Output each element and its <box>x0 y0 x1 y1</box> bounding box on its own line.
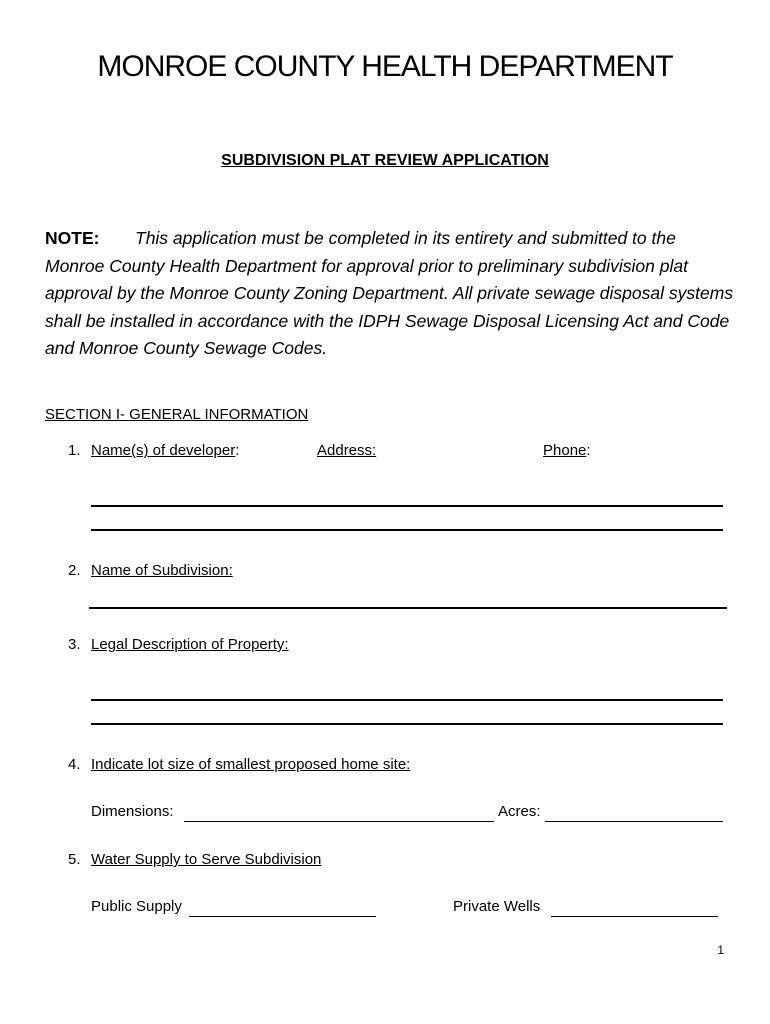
acres-label: Acres: <box>498 803 541 820</box>
phone-colon: : <box>586 442 591 459</box>
question-number: 4. <box>68 756 81 773</box>
subdivision-name-field-line[interactable] <box>89 607 727 609</box>
legal-description-field-line-2[interactable] <box>91 723 723 725</box>
question-number: 3. <box>68 636 81 653</box>
subdivision-name-label: Name of Subdivision: <box>91 562 233 579</box>
note-label: NOTE: <box>45 228 100 248</box>
page-number: 1 <box>717 943 724 957</box>
water-supply-label: Water Supply to Serve Subdivision <box>91 851 322 868</box>
page-title: MONROE COUNTY HEALTH DEPARTMENT <box>97 50 673 83</box>
question-number: 1. <box>68 442 81 459</box>
phone-text: Phone <box>543 442 587 459</box>
developer-name-text: Name(s) of developer <box>91 442 236 459</box>
private-wells-label: Private Wells <box>453 898 541 915</box>
dimensions-field-line[interactable] <box>184 821 494 822</box>
note-text: This application must be completed in its entirety and submitted to the Monroe County Health Department for approval prior to preliminary subdivision plat approval by the Monroe County Zoning Department. All private sewage disposal systems shall be installed in accordance with the IDPH Sewage Disposal Licensing Act and Code and Monroe County Sewage Codes. <box>45 228 734 358</box>
developer-name-label <box>91 442 239 459</box>
legal-description-field-line-1[interactable] <box>91 699 723 701</box>
developer-name-colon: : <box>235 442 240 459</box>
address-label: Address: <box>317 442 377 459</box>
phone-label <box>543 442 591 459</box>
developer-info-field-line-1[interactable] <box>91 505 723 507</box>
legal-description-label: Legal Description of Property: <box>91 636 289 653</box>
developer-info-field-line-2[interactable] <box>91 529 723 531</box>
section-heading: SECTION I- GENERAL INFORMATION <box>45 406 309 423</box>
private-wells-field-line[interactable] <box>551 916 718 917</box>
lot-size-label: Indicate lot size of smallest proposed home site: <box>91 756 411 773</box>
acres-field-line[interactable] <box>545 821 723 822</box>
question-number: 5. <box>68 851 81 868</box>
form-title: SUBDIVISION PLAT REVIEW APPLICATION <box>221 152 549 169</box>
public-supply-field-line[interactable] <box>189 916 376 917</box>
question-number: 2. <box>68 562 81 579</box>
dimensions-label: Dimensions: <box>91 803 174 820</box>
note-paragraph <box>45 225 735 363</box>
public-supply-label: Public Supply <box>91 898 182 915</box>
